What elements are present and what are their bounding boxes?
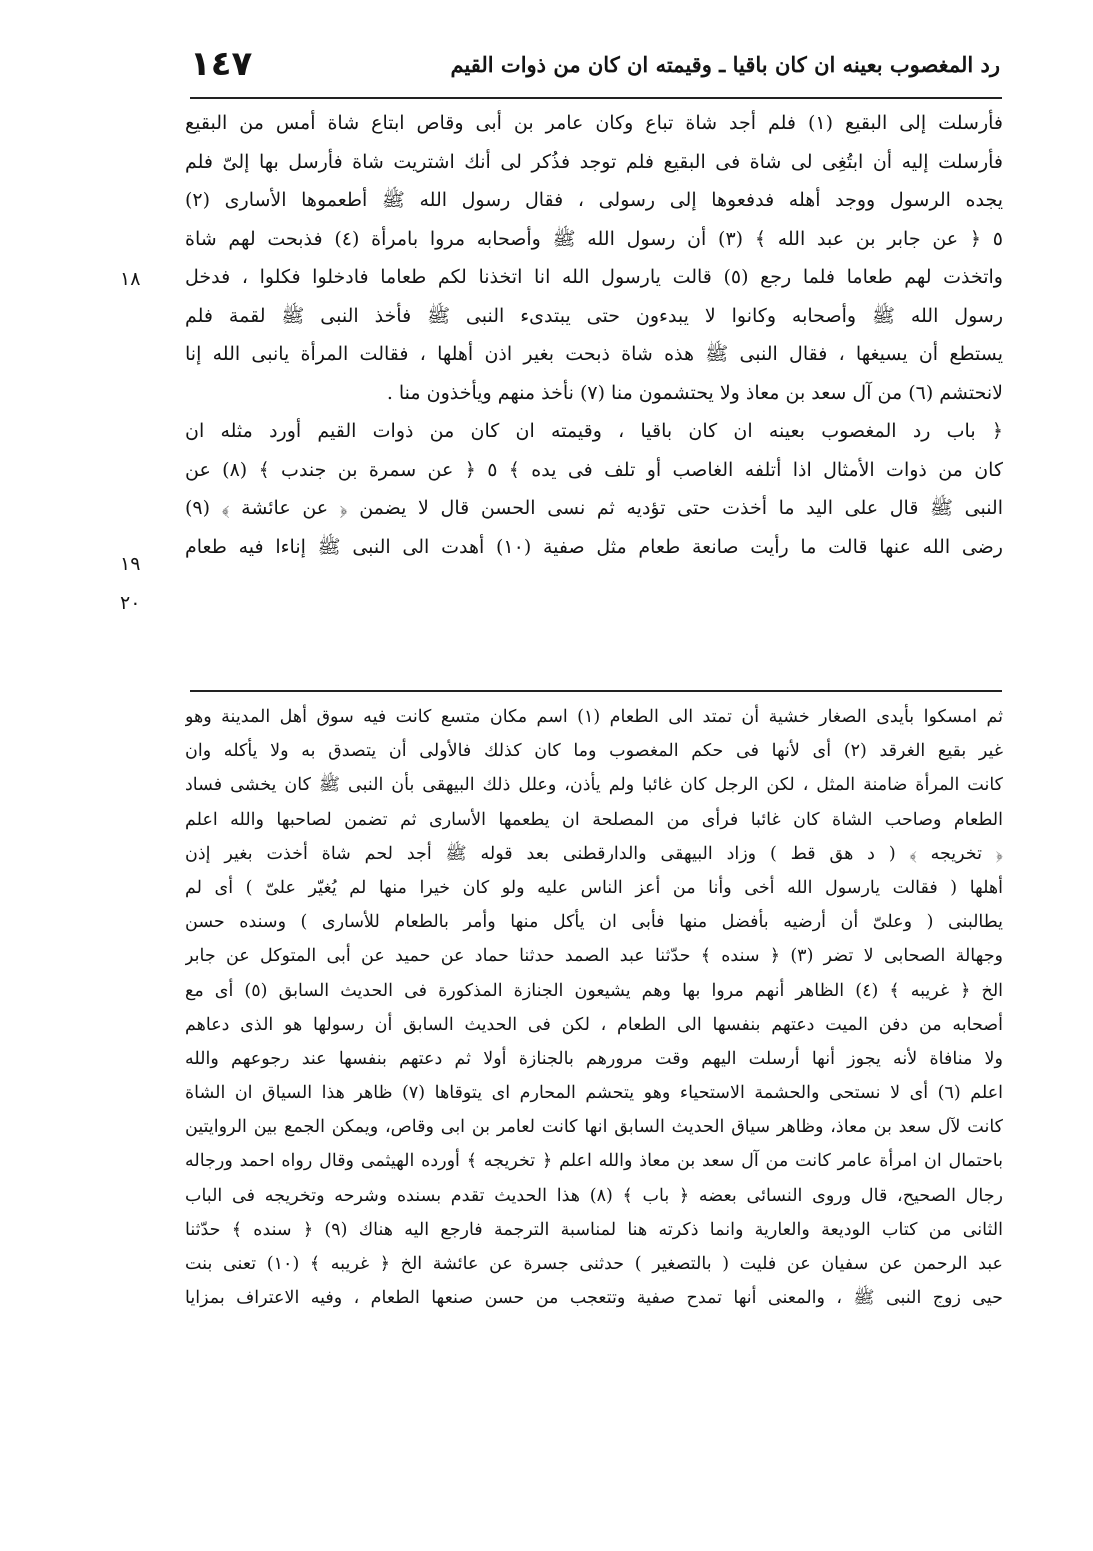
footnote-line: عبد الرحمن عن سفيان عن فليت ( بالتصغير ) حدثنى جسرة عن عائشة الخ ﴿ غريبه ﴾ (١٠) تعنى بنت — [185, 1254, 1003, 1274]
footnote-line: رجال الصحيح، قال وروى النسائى بعضه ﴿ باب ﴾ (٨) هذا الحديث تقدم بسنده وشرحه وتخريجه فى الباب — [185, 1185, 1003, 1206]
footnote-line: حيى زوج النبى ﷺ ، والمعنى أنها تمدح صفية وتتعجب من حسن صنعها الطعام ، وفيه الاعتراف بمزايا — [185, 1288, 1003, 1309]
text-line: فأرسلت إليه أن ابتُغِى لى شاة فى البقيع فلم توجد فذُكر لى أنك اشتريت شاة فأرسل بها إلىّ فلم — [185, 150, 1003, 173]
footnote-line: ثم امسكوا بأيدى الصغار خشية أن تمتد الى الطعام (١) اسم مكان متسع كانت فيه سوق أهل المدينة وهو — [185, 707, 1003, 727]
footnote-line: ولا منافاة لأنه يجوز أنها أرسلت اليهم وقت مرورهم بالجنازة أولا ثم دعتهم بنفسها عند رجوعهم والله — [185, 1048, 1003, 1069]
text-line: يستطع أن يسيغها ، فقال النبى ﷺ هذه شاة ذبحت بغير اذن أهلها ، فقالت المرأة يانبى الله إنا — [185, 343, 1003, 365]
chapter-heading-line: ﴿ باب رد المغصوب بعينه ان كان باقيا ، وقيمته ان كان من ذوات القيم أورد مثله ان — [185, 420, 1003, 442]
main-text — [185, 104, 1003, 566]
footnote-line: ﴿ تخريجه ﴾ ( د هق قط ) وزاد البيهقى والدارقطنى بعد قوله ﷺ أجد لحم شاة أخذت بغير إذن — [185, 843, 1003, 864]
text-line: كان من ذوات الأمثال اذا أتلفه الغاصب أو تلف فى يده ﴾ ٥ ﴿ عن سمرة بن جندب ﴾ (٨) عن — [185, 458, 1003, 481]
page-number: ١٤٧ — [190, 44, 253, 84]
running-title: رد المغصوب بعينه ان كان باقيا ـ وقيمته ان كان من ذوات القيم — [450, 52, 1000, 77]
footnote-rule — [190, 690, 1002, 692]
footnote-line: غير بقيع الغرقد (٢) أى لأنها فى حكم المغصوب وما كان كذلك فالأولى أن يتصدق به ولا يأكله وان — [185, 741, 1003, 762]
footnote-line: أهلها ( فقالت يارسول الله أخى وأنا من أعز الناس عليه ولو كان خيرا منها لم يُغيّر علىّ ) أى لم — [185, 877, 1003, 898]
footnote-line: الخ ﴿ غريبه ﴾ (٤) الظاهر أنهم مروا بها وهم يشيعون الجنازة المذكورة فى الحديث السابق (٥) أى مع — [185, 980, 1003, 1001]
text-line: يجده الرسول ووجد أهله فدفعوها إلى رسولى ، فقال رسول الله ﷺ أطعموها الأسارى (٢) — [185, 189, 1003, 211]
header-rule — [190, 97, 1002, 99]
footnote-line: يطالبنى ( وعلىّ أن أرضيه بأفضل منها فأبى ان يأكل منها وأمر بالطعام للأسارى ) وسنده حسن — [185, 912, 1003, 933]
text-line: فأرسلت إلى البقيع (١) فلم أجد شاة تباع وكان عامر بن أبى وقاص ابتاع شاة أمس من البقيع — [185, 112, 1003, 134]
margin-number: ٢٠ — [120, 592, 141, 614]
footnote-line: باحتمال ان امرأة عامر كانت من آل سعد بن معاذ والله اعلم ﴿ تخريجه ﴾ أورده الهيثمى وقال رواه احمد ورجاله — [185, 1151, 1003, 1172]
footnote-line: كانت لآل سعد بن معاذ، وظاهر سياق الحديث السابق انها كانت لعامر بن ابى وقاص، ويمكن الجمع بين الروايتين — [185, 1117, 1003, 1138]
margin-number: ١٨ — [120, 268, 141, 290]
text-line: رسول الله ﷺ وأصحابه وكانوا لا يبدءون حتى يبتدىء النبى ﷺ فأخذ النبى ﷺ لقمة فلم — [185, 304, 1003, 327]
text-line: رضى الله عنها قالت ما رأيت صانعة طعام مثل صفية (١٠) أهدت الى النبى ﷺ إناءا فيه طعام — [185, 535, 1003, 558]
text-line: واتخذت لهم طعاما فلما رجع (٥) قالت يارسول الله انا اتخذنا لكم طعاما فادخلوا فكلوا ، فدخل — [185, 266, 1003, 288]
footnote-line: الطعام وصاحب الشاة كان غائبا فرأى من المصلحة ان يطعمها الأسارى ثم تضمن لصاحبها والله اعلم — [185, 809, 1003, 830]
text-line: النبى ﷺ قال على اليد ما أخذت حتى تؤديه ثم نسى الحسن قال لا يضمن ﴿ عن عائشة ﴾ (٩) — [185, 497, 1003, 519]
footnote-line: اعلم (٦) أى لا نستحى والحشمة الاستحياء وهو يتحشم المحارم اى يتوقاها (٧) ظاهر هذا السياق ان الشاة — [185, 1083, 1003, 1104]
margin-number: ١٩ — [120, 553, 141, 575]
text-line: ٥ ﴿ عن جابر بن عبد الله ﴾ (٣) أن رسول الله ﷺ وأصحابه مروا بامرأة (٤) فذبحت لهم شاة — [185, 227, 1003, 250]
footnote-line: أصحابه من دفن الميت دعتهم بنفسها الى الطعام ، لكن فى الحديث السابق أن رسولها هو الذى دعاهم — [185, 1014, 1003, 1035]
footnotes — [185, 700, 1003, 1315]
footnote-line: وجهالة الصحابى لا تضر (٣) ﴿ سنده ﴾ حدّثنا عبد الصمد حدثنا حماد عن حميد عن أبى المتوكل عن جابر — [185, 946, 1003, 967]
footnote-line: الثانى من كتاب الوديعة والعارية وانما ذكرته هنا لمناسبة الترجمة فارجع اليه هناك (٩) ﴿ سنده ﴾ حدّثنا — [185, 1219, 1003, 1240]
text-line: لانحتشم (٦) من آل سعد بن معاذ ولا يحتشمون منا (٧) نأخذ منهم ويأخذون منا . — [386, 381, 1003, 404]
page-header — [190, 44, 1000, 88]
footnote-line: كانت المرأة ضامنة المثل ، لكن الرجل كان غائبا ولم يأذن، وعلل ذلك البيهقى بأن النبى ﷺ كان يخشى فساد — [185, 775, 1003, 796]
